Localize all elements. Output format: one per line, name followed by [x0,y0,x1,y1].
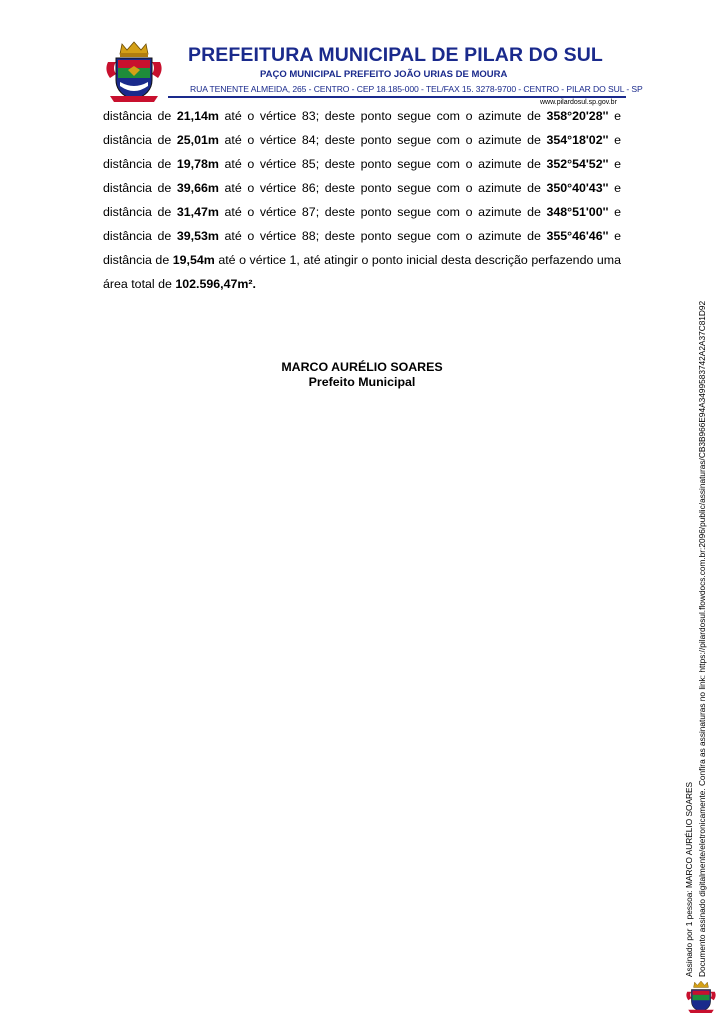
body-text-run: até o vértice 85; deste ponto segue com o azimute de [218,157,547,171]
body-text-run: até o vértice 84; deste ponto segue com o azimute de [218,133,547,147]
header-divider [168,96,626,98]
bold-measurement: 354°18'02'' [546,133,609,147]
body-text-run: até o vértice 87; deste ponto segue com o azimute de [218,205,547,219]
bold-measurement: 102.596,47m². [175,277,256,291]
signer-role: Prefeito Municipal [308,375,416,389]
bold-measurement: 31,47m [176,205,219,219]
body-text-run: até o vértice 83; deste ponto segue com o azimute de [218,109,547,123]
bold-measurement: 19,78m [176,157,219,171]
bold-measurement: 352°54'52'' [546,157,609,171]
signer-name: MARCO AURÉLIO SOARES [281,360,443,374]
bold-measurement: 25,01m [176,133,219,147]
document-body-paragraph [103,104,621,296]
body-text-run: e distância de [103,181,621,219]
body-text-run: até o vértice 1, até atingir o ponto inicial desta descrição perfazendo uma área total de [103,253,621,291]
signature-note-line-2: Documento assinado digitalmente/eletronicamente. Confira as assinaturas no link: https://pilardosul.flowdocs.com.br:2096/public/assinaturas/CB3B966E94A3499583742A2A37C81D92 [697,300,707,977]
body-text-run: distância de [103,109,177,123]
header-title: PREFEITURA MUNICIPAL DE PILAR DO SUL [188,44,603,66]
signature-note-line-1: Assinado por 1 pessoa: MARCO AURÉLIO SOARES [684,781,694,977]
body-text-run: e distância de [103,109,621,147]
body-text-run: e distância de [103,229,621,267]
body-text-run: e distância de [103,205,621,243]
body-text-run: e distância de [103,157,621,195]
bold-measurement: 39,53m [176,229,219,243]
bold-measurement: 39,66m [176,181,219,195]
header-address: RUA TENENTE ALMEIDA, 265 - CENTRO - CEP 18.185-000 - TEL/FAX 15. 3278-9700 - CENTRO - PILAR DO SUL - SP [190,84,643,94]
bold-measurement: 21,14m [176,109,219,123]
bold-measurement: 358°20'28'' [546,109,609,123]
bold-measurement: 19,54m [172,253,215,267]
municipal-coat-of-arms-logo [102,40,166,104]
signature-block [103,360,621,390]
small-coat-of-arms-logo [684,980,718,1014]
header-subtitle: PAÇO MUNICIPAL PREFEITO JOÃO URIAS DE MOURA [260,69,508,80]
bold-measurement: 355°46'46'' [546,229,609,243]
digital-signature-note [683,182,717,977]
header-website: www.pilardosul.sp.gov.br [540,99,617,106]
body-text-run: até o vértice 88; deste ponto segue com o azimute de [218,229,547,243]
bold-measurement: 350°40'43'' [546,181,609,195]
body-text-run: e distância de [103,133,621,171]
body-text-run: até o vértice 86; deste ponto segue com o azimute de [218,181,547,195]
bold-measurement: 348°51'00'' [546,205,609,219]
